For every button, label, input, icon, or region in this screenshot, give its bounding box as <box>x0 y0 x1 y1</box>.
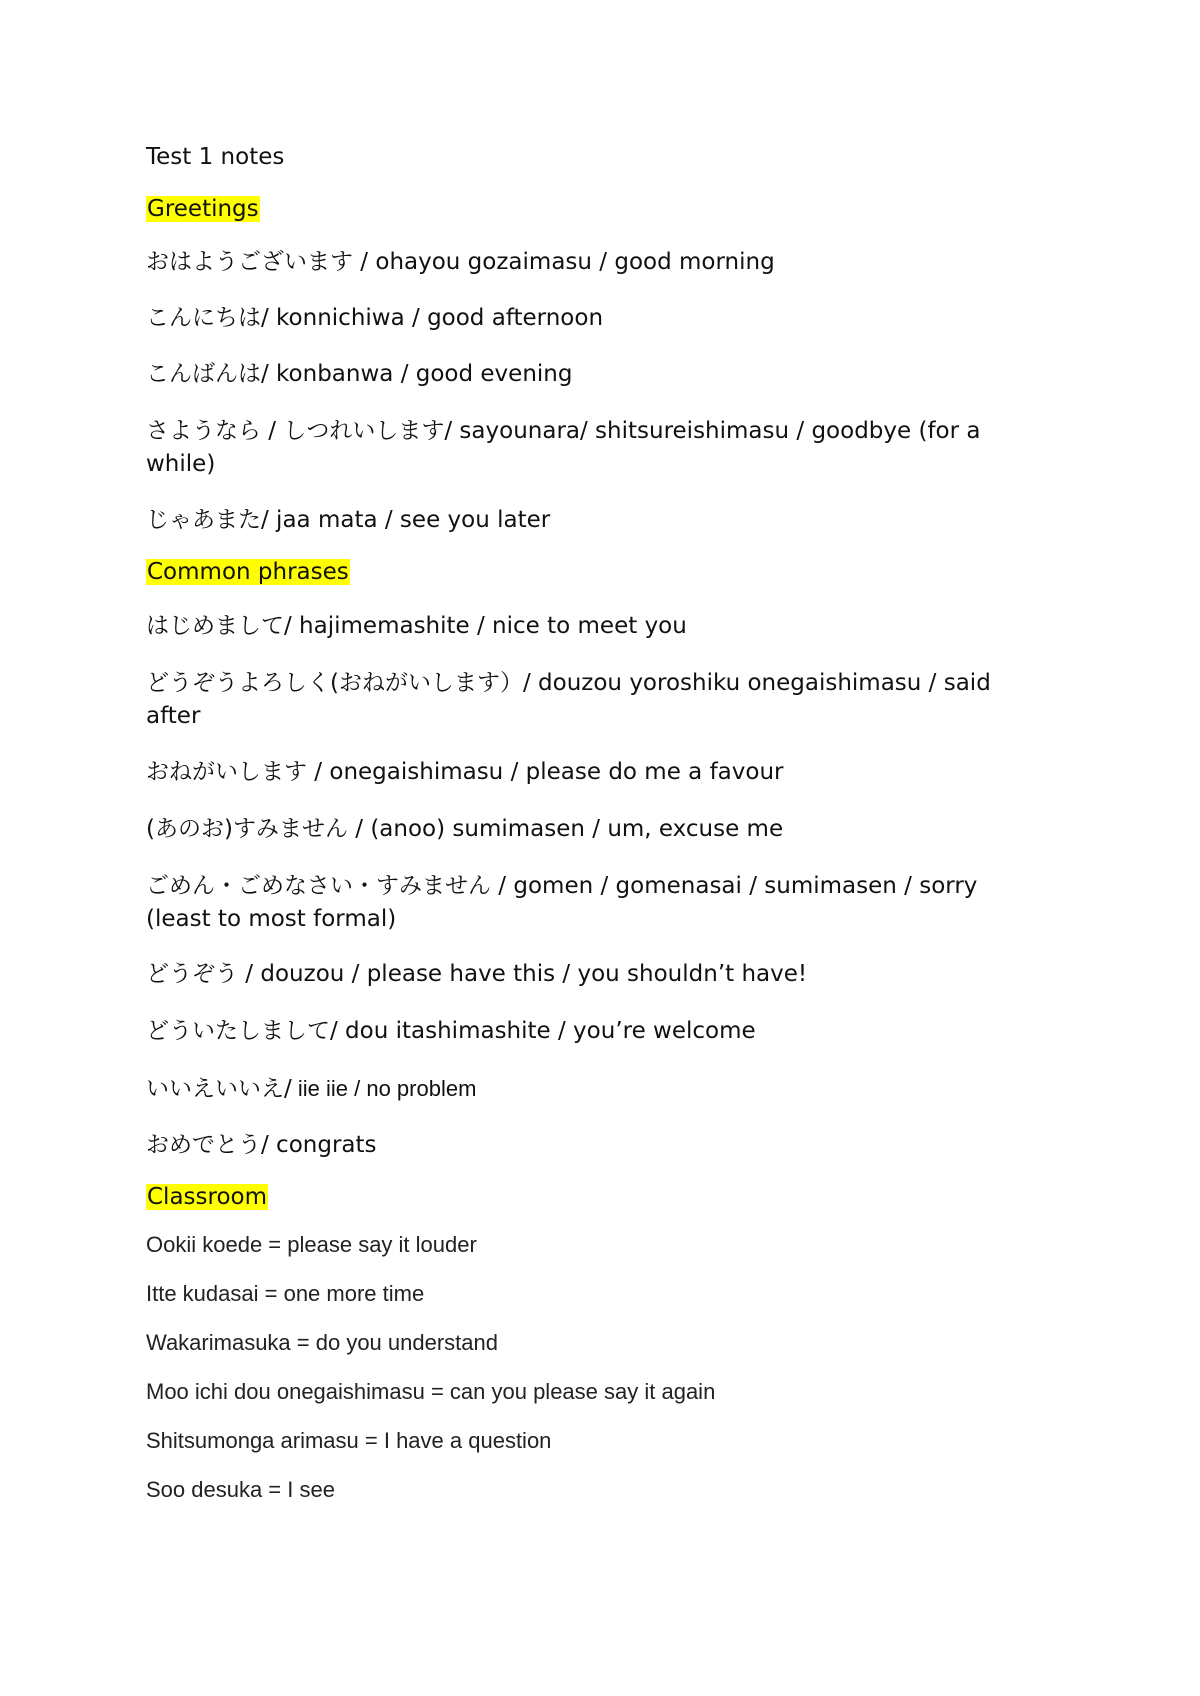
phrase-item: はじめまして/ hajimemashite / nice to meet you <box>146 613 687 639</box>
phrase-item: ごめん・ごめなさい・すみません / gomen / gomenasai / sumimasen / sorry (least to most formal) <box>146 873 978 932</box>
classroom-item: Ookii koede = please say it louder <box>146 1232 477 1257</box>
classroom-item: Shitsumonga arimasu = I have a question <box>146 1428 552 1453</box>
section-heading-classroom: Classroom <box>147 1184 268 1210</box>
phrase-item: おめでとう/ congrats <box>146 1132 377 1158</box>
section-heading-greetings: Greetings <box>147 196 259 222</box>
phrase-item: (あのお)すみません / (anoo) sumimasen / um, excuse me <box>146 816 784 842</box>
classroom-item: Itte kudasai = one more time <box>146 1281 425 1306</box>
phrase-item <box>146 1072 1046 1106</box>
greeting-item: こんにちは/ konnichiwa / good afternoon <box>146 305 604 331</box>
classroom-item: Moo ichi dou onegaishimasu = can you please say it again <box>146 1379 716 1404</box>
phrase-item: おねがいします / onegaishimasu / please do me a favour <box>146 759 784 785</box>
section-heading-common-phrases: Common phrases <box>147 559 349 585</box>
phrase-jp: いいえいいえ/ <box>146 1076 292 1102</box>
classroom-item: Wakarimasuka = do you understand <box>146 1330 498 1355</box>
greeting-item: じゃあまた/ jaa mata / see you later <box>146 507 551 533</box>
phrase-item: どうぞう / douzou / please have this / you shouldn’t have! <box>146 961 808 987</box>
greeting-item: おはようございます / ohayou gozaimasu / good morning <box>146 249 775 275</box>
document-title: Test 1 notes <box>146 144 285 170</box>
classroom-item: Soo desuka = I see <box>146 1477 335 1502</box>
phrase-romaji: iie iie / no problem <box>291 1076 477 1101</box>
phrase-item: どうぞうよろしく(おねがいします）/ douzou yoroshiku onegaishimasu / said after <box>146 670 991 729</box>
greeting-item: さようなら / しつれいします/ sayounara/ shitsureishimasu / goodbye (for a while) <box>146 418 981 477</box>
phrase-item: どういたしまして/ dou itashimashite / you’re welcome <box>146 1018 756 1044</box>
greeting-item: こんばんは/ konbanwa / good evening <box>146 361 573 387</box>
